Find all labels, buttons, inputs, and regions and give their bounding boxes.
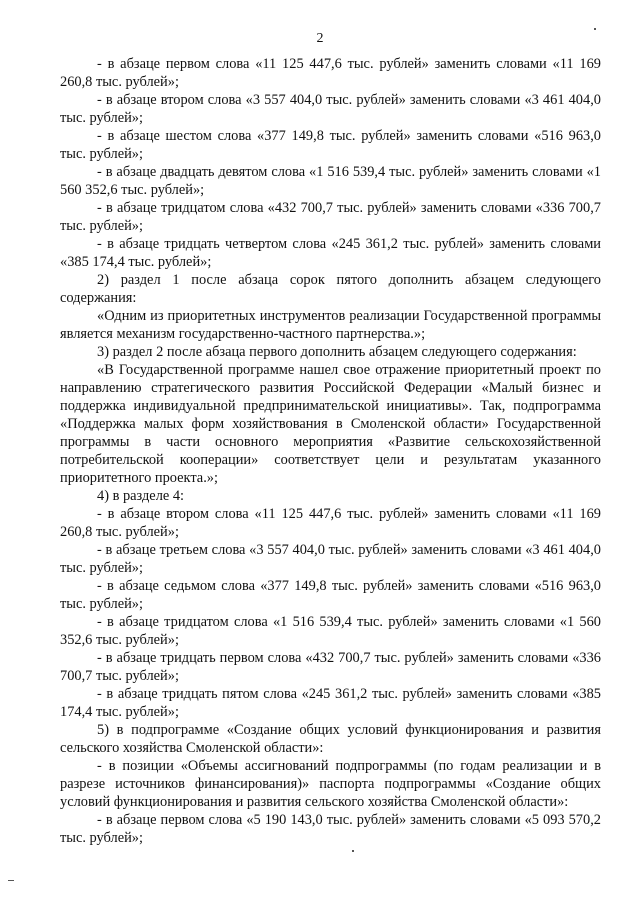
document-body [60,55,601,847]
paragraph: - в абзаце тридцать первом слова «432 700,7 тыс. рублей» заменить словами «336 700,7 тыс. рублей»; [60,650,601,684]
paragraph: 4) в разделе 4: [97,488,185,504]
paragraph: «В Государственной программе нашел свое отражение приоритетный проект по направлению стратегического развития Российской Федерации «Малый бизнес и поддержка индивидуальной предпринимательской инициативы». Так, подпрограмма «Поддержка малых форм хозяйствования в Смоленской области» Государственной программы в части основного мероприятия «Развитие сельскохозяйственной потребительской кооперации» соответствует цели и результатам указанного приоритетного проекта.»; [60,362,601,486]
paragraph: - в абзаце тридцать пятом слова «245 361,2 тыс. рублей» заменить словами «385 174,4 тыс. рублей»; [60,686,601,720]
paragraph: - в абзаце двадцать девятом слова «1 516 539,4 тыс. рублей» заменить словами «1 560 352,6 тыс. рублей»; [60,164,601,198]
paragraph: «Одним из приоритетных инструментов реализации Государственной программы является механизм государственно-частного партнерства.»; [60,308,601,342]
paragraph: - в абзаце шестом слова «377 149,8 тыс. рублей» заменить словами «516 963,0 тыс. рублей»; [60,128,601,162]
paragraph: - в абзаце первом слова «5 190 143,0 тыс. рублей» заменить словами «5 093 570,2 тыс. рублей»; [60,812,601,846]
paragraph: - в абзаце седьмом слова «377 149,8 тыс. рублей» заменить словами «516 963,0 тыс. рублей»; [60,578,601,612]
paragraph: - в абзаце третьем слова «3 557 404,0 тыс. рублей» заменить словами «3 461 404,0 тыс. рублей»; [60,542,601,576]
scan-edge-mark [8,880,14,881]
page-number: 2 [316,31,324,46]
paragraph: - в абзаце втором слова «11 125 447,6 тыс. рублей» заменить словами «11 169 260,8 тыс. рублей»; [60,506,601,540]
scan-speck [594,28,596,30]
paragraph: 3) раздел 2 после абзаца первого дополнить абзацем следующего содержания: [97,344,577,360]
paragraph: - в абзаце первом слова «11 125 447,6 тыс. рублей» заменить словами «11 169 260,8 тыс. рублей»; [60,56,601,90]
paragraph: - в абзаце тридцать четвертом слова «245 361,2 тыс. рублей» заменить словами «385 174,4 тыс. рублей»; [60,236,601,270]
scan-speck [352,850,354,852]
paragraph: 2) раздел 1 после абзаца сорок пятого дополнить абзацем следующего содержания: [60,272,601,306]
paragraph: - в абзаце тридцатом слова «1 516 539,4 тыс. рублей» заменить словами «1 560 352,6 тыс. рублей»; [60,614,601,648]
paragraph: - в позиции «Объемы ассигнований подпрограммы (по годам реализации и в разрезе источников финансирования)» паспорта подпрограммы «Создание общих условий функционирования и развития сельского хозяйства Смоленской области»: [60,758,601,810]
paragraph: - в абзаце втором слова «3 557 404,0 тыс. рублей» заменить словами «3 461 404,0 тыс. рублей»; [60,92,601,126]
paragraph: 5) в подпрограмме «Создание общих условий функционирования и развития сельского хозяйства Смоленской области»: [60,722,601,756]
paragraph: - в абзаце тридцатом слова «432 700,7 тыс. рублей» заменить словами «336 700,7 тыс. рублей»; [60,200,601,234]
